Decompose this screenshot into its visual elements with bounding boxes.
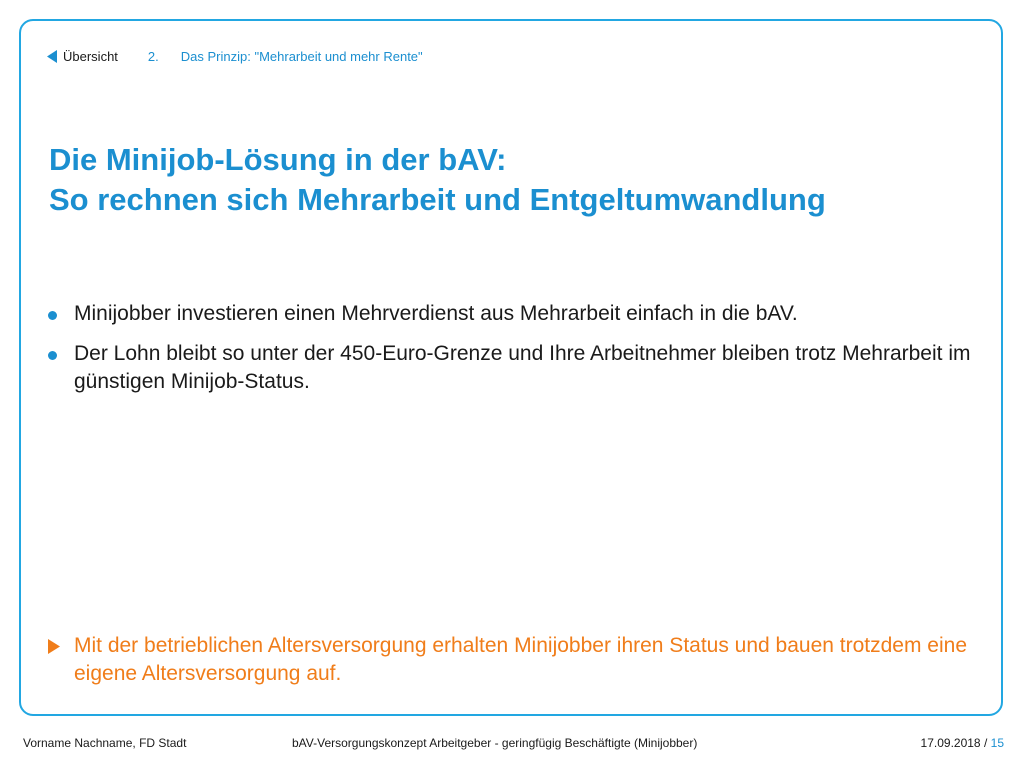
footer-date-page [921,736,1004,750]
breadcrumb [47,45,423,67]
bullet-list [48,300,978,408]
bullet-dot-icon [48,351,57,360]
bullet-text: Der Lohn bleibt so unter der 450-Euro-Grenze und Ihre Arbeitnehmer bleiben trotz Mehrarbeit im günstigen Minijob-Status. [74,342,971,393]
list-item [48,300,978,328]
bullet-dot-icon [48,311,57,320]
footer-document-title: bAV-Versorgungskonzept Arbeitgeber - geringfügig Beschäftigte (Minijobber) [292,736,698,750]
footer-author: Vorname Nachname, FD Stadt [23,736,187,750]
chevron-left-icon [47,50,57,63]
section-title: Das Prinzip: "Mehrarbeit und mehr Rente" [180,48,423,64]
callout [48,632,978,688]
page-title [49,140,989,220]
bullet-text: Minijobber investieren einen Mehrverdienst aus Mehrarbeit einfach in die bAV. [74,302,798,325]
section-number: 2. [147,48,159,64]
page-number: 15 [990,736,1004,750]
title-line-1: Die Minijob-Lösung in der bAV: [49,142,507,177]
list-item [48,340,978,396]
title-line-2: So rechnen sich Mehrarbeit und Entgeltumwandlung [49,182,826,217]
overview-back-link[interactable] [47,49,118,64]
triangle-right-icon [48,639,60,654]
footer-date: 17.09.2018 [920,736,981,750]
footer-separator: / [983,736,988,750]
callout-text: Mit der betrieblichen Altersversorgung erhalten Minijobber ihren Status und bauen trotzdem eine eigene Altersversorgung auf. [74,634,968,685]
overview-label: Übersicht [63,48,118,64]
footer [0,736,1024,756]
